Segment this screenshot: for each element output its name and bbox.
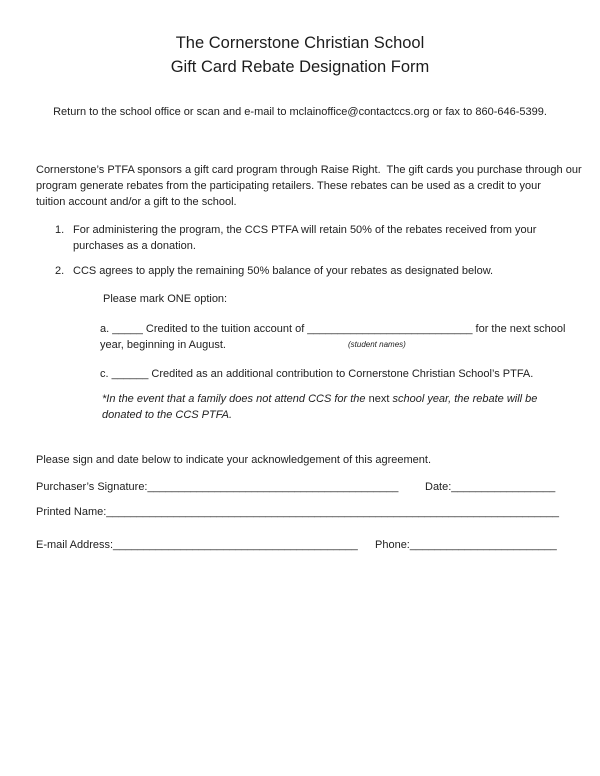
list-item-2 <box>55 263 493 279</box>
phone-field: Phone:________________________ <box>375 539 557 551</box>
email-address-field: E-mail Address:________________________________________ <box>36 539 358 551</box>
list-item-1 <box>55 222 536 254</box>
list-item-2-text <box>73 263 493 279</box>
footnote-line-1 <box>102 391 537 407</box>
printed-name-row <box>36 504 600 520</box>
footnote-line-2: donated to the CCS PTFA. <box>102 409 233 421</box>
mark-one-option-prompt: Please mark ONE option: <box>103 293 228 305</box>
option-a-line-1: a. _____ Credited to the tuition account of ___________________________ for the next school <box>100 323 566 335</box>
date-field: Date:_________________ <box>425 481 556 493</box>
footnote-italic-1: *In the event that a family does not attend CCS for the <box>102 393 369 405</box>
sign-instruction: Please sign and date below to indicate your acknowledgement of this agreement. <box>36 454 432 466</box>
footnote <box>102 391 537 423</box>
option-a-line-2: year, beginning in August. <box>100 339 226 351</box>
list-item-2-line-1: CCS agrees to apply the remaining 50% balance of your rebates as designated below. <box>73 265 494 277</box>
return-instruction: Return to the school office or scan and e-mail to mclainoffice@contactccs.org or fax to 860-646-5399. <box>53 106 547 118</box>
intro-line-2: program generate rebates from the participating retailers. These rebates can be used as a credit to your <box>36 180 541 192</box>
footnote-upright-word: next <box>368 393 390 405</box>
footnote-italic-2: school year, the rebate will be <box>389 393 538 405</box>
form-title-line2: Gift Card Rebate Designation Form <box>170 57 430 76</box>
intro-line-3: tuition account and/or a gift to the school. <box>36 196 237 208</box>
list-item-1-number: 1. <box>55 224 65 236</box>
list-item-1-line-1: For administering the program, the CCS PTFA will retain 50% of the rebates received from your <box>73 224 537 236</box>
student-names-caption: (student names) <box>348 340 406 349</box>
intro-paragraph <box>36 162 582 210</box>
form-title-line1: The Cornerstone Christian School <box>175 34 425 52</box>
intro-line-1: Cornerstone’s PTFA sponsors a gift card program through Raise Right. The gift cards you purchase through our <box>36 164 582 176</box>
printed-name-field: Printed Name:__________________________________________________________________________ <box>36 506 560 518</box>
option-c-line: c. ______ Credited as an additional contribution to Cornerstone Christian School’s PTFA. <box>100 368 534 380</box>
list-item-1-text <box>73 222 536 254</box>
email-phone-row <box>36 537 600 553</box>
list-item-1-line-2: purchases as a donation. <box>73 240 196 252</box>
list-item-2-number: 2. <box>55 265 65 277</box>
purchaser-signature-field: Purchaser’s Signature:_________________________________________ <box>36 481 399 493</box>
signature-row <box>36 479 600 495</box>
form-title <box>0 32 600 79</box>
